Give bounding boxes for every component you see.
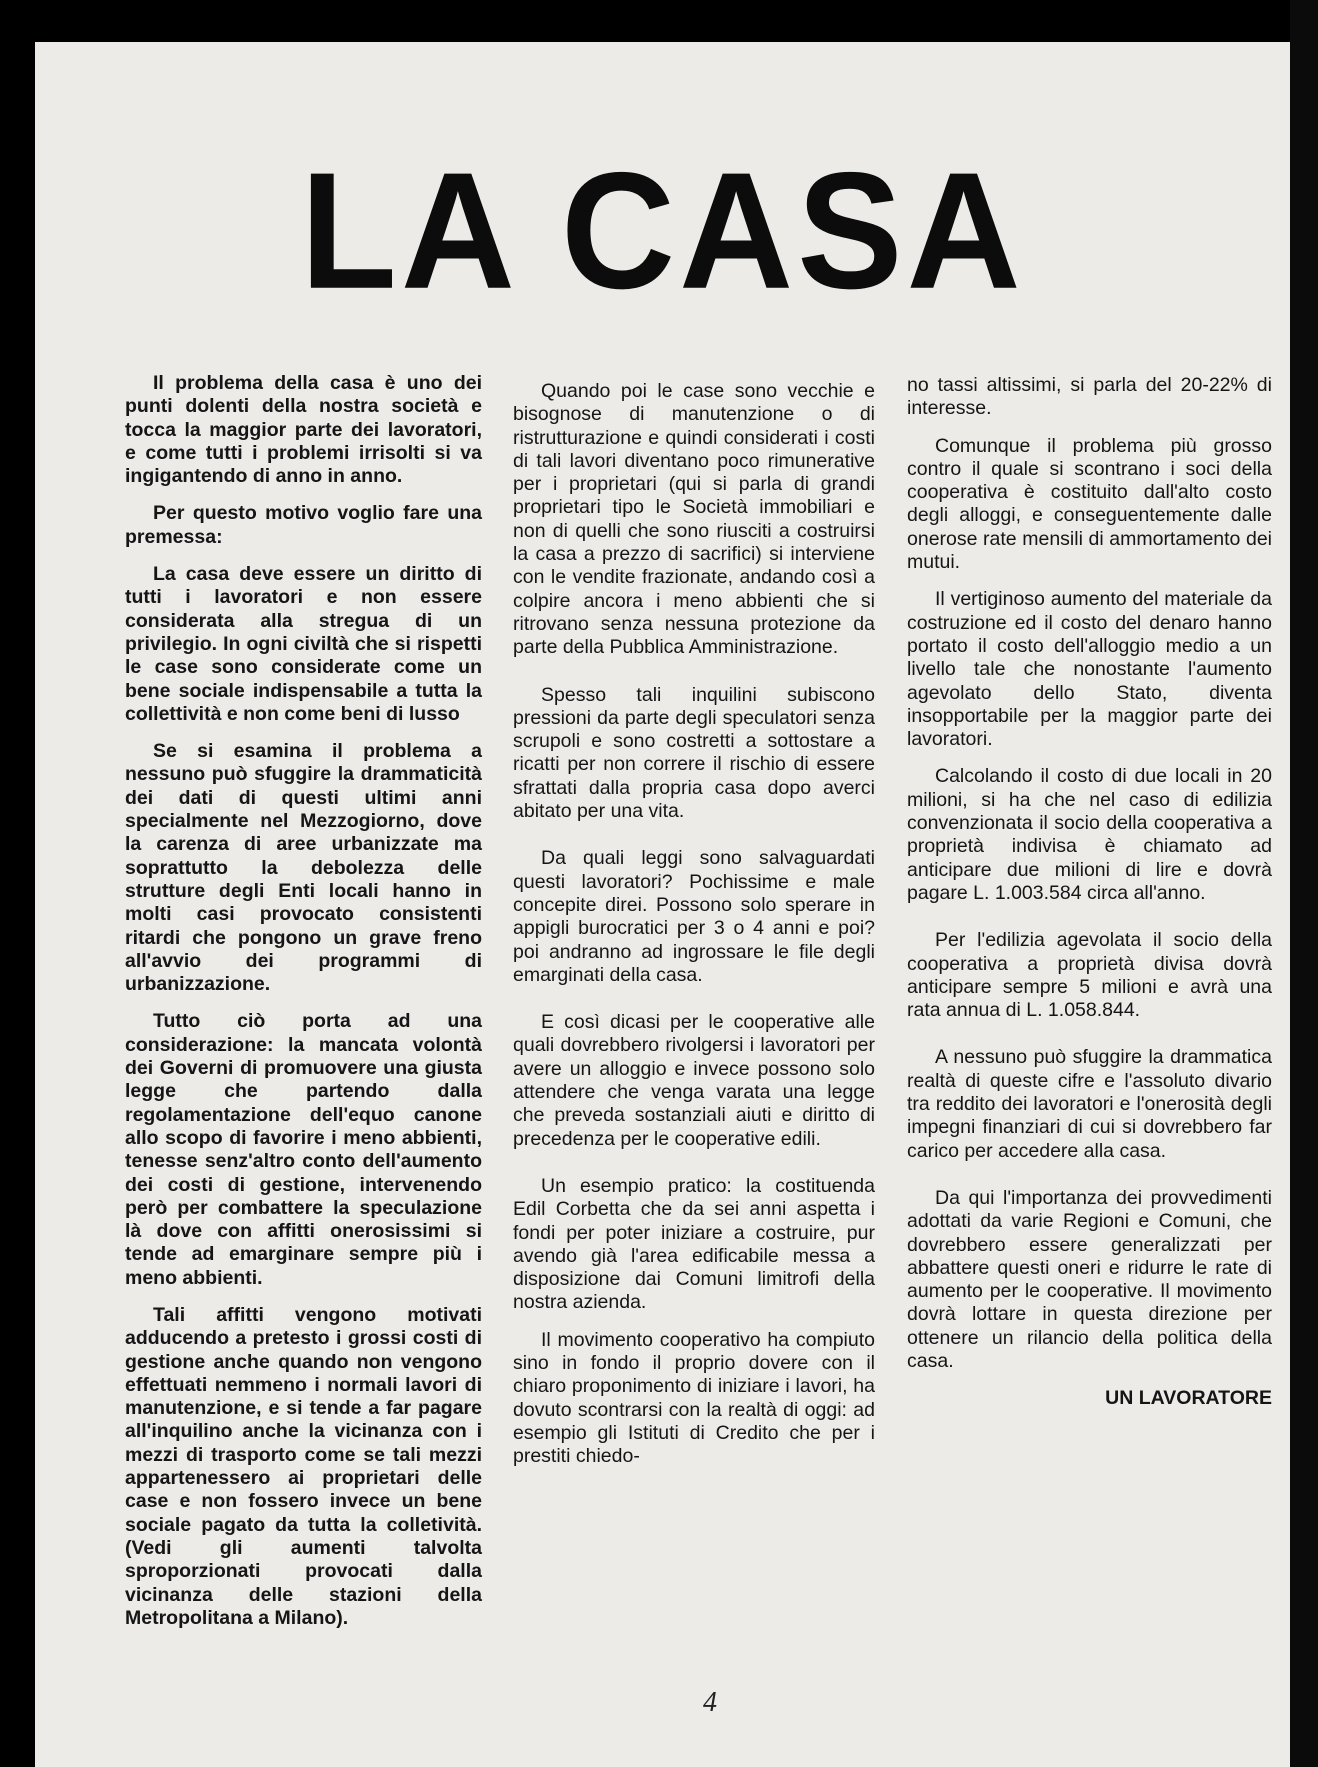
text-column-left bbox=[125, 372, 482, 1644]
text-column-middle bbox=[513, 380, 875, 1482]
paragraph: Da quali leggi sono salvaguardati questi lavoratori? Pochissime e male concepite direi. Possono solo sperare in appigli burocratici per 3 o 4 anni e poi? poi andranno ad ingrossare le file degli emarginati della casa. bbox=[513, 847, 875, 986]
paragraph: Per questo motivo voglio fare una premessa: bbox=[125, 502, 482, 548]
paragraph: Tali affitti vengono motivati adducendo a pretesto i grossi costi di gestione anche quando non vengono effettuati nemmeno i normali lavori di manutenzione, e si tende a far pagare all'inquilino anche la vicinanza con i mezzi di trasporto come se tali mezzi appartenessero ai proprietari delle case e non fossero invece un bene sociale pagato da tutta la colletività. (Vedi gli aumenti talvolta sproporzionati provocati dalla vicinanza delle stazioni della Metropolitana a Milano). bbox=[125, 1303, 482, 1629]
article-title: LA CASA bbox=[300, 138, 1025, 324]
paragraph: Spesso tali inquilini subiscono pressioni da parte degli speculatori senza scrupoli e sono costretti a sottostare a ricatti per non correre il rischio di essere sfrattati dalla propria casa dopo averci abitato per una vita. bbox=[513, 683, 875, 823]
paragraph: no tassi altissimi, si parla del 20-22% di interesse. bbox=[907, 374, 1272, 420]
paragraph: Il problema della casa è uno dei punti dolenti della nostra società e tocca la maggior parte dei lavoratori, e come tutti i problemi irrisolti si va ingigantendo di anno in anno. bbox=[125, 372, 482, 488]
paragraph: La casa deve essere un diritto di tutti i lavoratori e non essere considerata alla stregua di un privilegio. In ogni civiltà che si rispetti le case sono considerate come un bene sociale indispensabile a tutta la collettività e non come beni di lusso bbox=[125, 563, 482, 725]
paragraph: Quando poi le case sono vecchie e bisognose di manutenzione o di ristrutturazione e quindi considerati i costi di tali lavori diventano poco rimunerative per i proprietari (qui si parla di grandi proprietari tipo le Società immobiliari e non di quelli che sono riusciti a costruirsi la casa a prezzo di sacrifici) si interviene con le vendite frazionate, andando così a colpire ancora i meno abbienti che si ritrovano senza nessuna protezione da parte della Pubblica Amministrazione. bbox=[513, 380, 875, 659]
paragraph: A nessuno può sfuggire la drammatica realtà di queste cifre e l'assoluto divario tra reddito dei lavoratori e l'onerosità degli impegni finanziari di cui si dovrebbero far carico per accedere alla casa. bbox=[907, 1046, 1272, 1162]
paragraph: Se si esamina il problema a nessuno può sfuggire la drammaticità dei dati di questi ultimi anni specialmente nel Mezzogiorno, dove la carenza di aree urbanizzate ma soprattutto la debolezza delle strutture degli Enti locali hanno in molti casi provocato consistenti ritardi che pongono un grave freno all'avvio dei programmi di urbanizzazione. bbox=[125, 740, 482, 996]
paragraph: Il vertiginoso aumento del materiale da costruzione ed il costo del denaro hanno portato il costo dell'alloggio medio a un livello tale che nonostante l'aumento agevolato dello Stato, diventa insopportabile per la maggior parte dei lavoratori. bbox=[907, 588, 1272, 751]
paragraph: Comunque il problema più grosso contro il quale si scontrano i soci della cooperativa è costituito dall'alto costo degli alloggi, e conseguentemente dalle onerose rate mensili di ammortamento dei mutui. bbox=[907, 434, 1272, 574]
paragraph: Un esempio pratico: la costituenda Edil Corbetta che da sei anni aspetta i fondi per poter iniziare a costruire, pur avendo già l'area edificabile messa a disposizione dai Comuni limitrofi della nostra azienda. bbox=[513, 1174, 875, 1314]
paragraph: Calcolando il costo di due locali in 20 milioni, si ha che nel caso di edilizia convenzionata il socio della cooperativa a proprietà indivisa è chiamato ad anticipare due milioni di lire e dovrà pagare L. 1.003.584 circa all'anno. bbox=[907, 765, 1272, 904]
text-column-right bbox=[907, 374, 1272, 1425]
page-number: 4 bbox=[703, 1687, 717, 1718]
paragraph: Per l'edilizia agevolata il socio della cooperativa a proprietà divisa dovrà anticipare sempre 5 milioni e avrà una rata annua di L. 1.058.844. bbox=[907, 929, 1272, 1022]
scan-edge bbox=[1290, 0, 1318, 1767]
paragraph: Tutto ciò porta ad una considerazione: la mancata volontà dei Governi di promuovere una giusta legge che partendo dalla regolamentazione dell'equo canone allo scopo di favorire i meno abbienti, tenesse senz'altro conto dell'aumento dei costi di gestione, intervenendo però per combattere la speculazione là dove con affitti onerosissimi si tende ad emarginare sempre più i meno abbienti. bbox=[125, 1010, 482, 1289]
paragraph: Da qui l'importanza dei provvedimenti adottati da varie Regioni e Comuni, che dovrebbero essere generalizzati per abbattere questi oneri e ridurre le rate di aumento per le cooperative. Il movimento dovrà lottare in questa direzione per ottenere un rilancio della politica della casa. bbox=[907, 1186, 1272, 1372]
paragraph: E così dicasi per le cooperative alle quali dovrebbero rivolgersi i lavoratori per avere un alloggio e invece possono solo attendere che venga varata una legge che preveda sostanziali aiuti e diritto di precedenza per le cooperative edili. bbox=[513, 1011, 875, 1150]
magazine-page bbox=[35, 42, 1290, 1767]
paragraph: Il movimento cooperativo ha compiuto sino in fondo il proprio dovere con il chiaro proponimento di iniziare i lavori, ha dovuto scontrarsi con la realtà di oggi: ad esempio gli Istituti di Credito che per i prestiti chiedo- bbox=[513, 1328, 875, 1468]
author-signature: UN LAVORATORE bbox=[1105, 1387, 1272, 1410]
